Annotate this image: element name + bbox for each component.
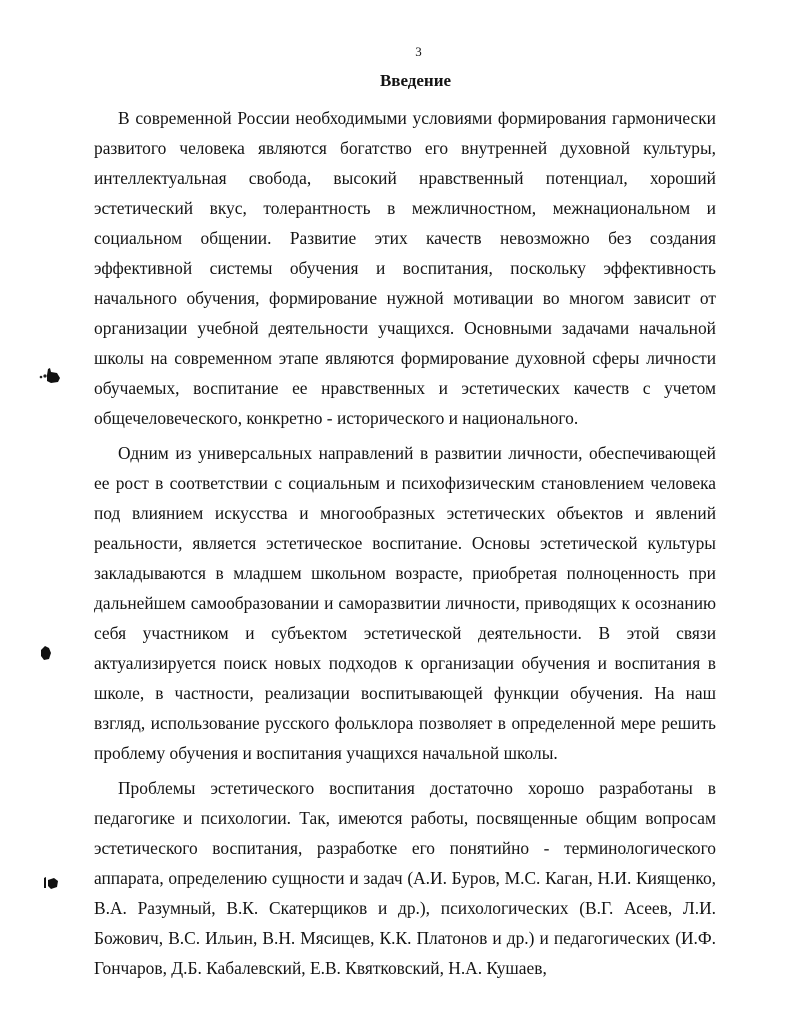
page-title: Введение [379,71,452,90]
paragraph-3: Проблемы эстетического воспитания достаточно хорошо разработаны в педагогике и психологии. Так, имеются работы, посвященные общим вопросам эстетического воспитания, разработке его понятийно - терминологического аппарата, определению сущности и задач (А.И. Буров, М.С. Каган, Н.И. Киященко, В.А. Разумный, В.К. Скатерщиков и др.), психологических (В.Г. Асеев, Л.И. Божович, В.С. Ильин, В.Н. Мясищев, К.К. Платонов и др.) и педагогических (И.Ф. Гончаров, Д.Б. Кабалевский, Е.В. Квятковский, Н.А. Кушаев, [94,778,716,978]
paragraph-1: В современной России необходимыми условиями формирования гармонически развитого человека являются богатство его внутренней духовной культуры, интеллектуальная свобода, высокий нравственный потенциал, хороший эстетический вкус, толерантность в межличностном, межнациональном и социальном общении. Развитие этих качеств невозможно без создания эффективной системы обучения и воспитания, поскольку эффективность начального обучения, формирование нужной мотивации во многом зависит от организации учебной деятельности учащихся. Основными задачами начальной школы на современном этапе являются формирование духовной сферы личности обучаемых, воспитание ее нравственных и эстетических качеств с учетом общечеловеческого, конкретно - исторического и национального. [94,108,716,428]
scan-mark-middle [36,642,64,664]
body-text [94,103,716,983]
scan-mark-bottom [36,872,64,894]
page-number: 3 [415,44,422,59]
paragraph-2: Одним из универсальных направлений в развитии личности, обеспечивающей ее рост в соответствии с социальным и психофизическим становлением человека под влиянием искусства и многообразных эстетических объектов и явлений реальности, является эстетическое воспитание. Основы эстетической культуры закладываются в младшем школьном возрасте, приобретая полноценность при дальнейшем самообразовании и саморазвитии личности, приводящих к осознанию себя участником и субъектом эстетической деятельности. В этой связи актуализируется поиск новых подходов к организации обучения и воспитания в школе, в частности, реализации воспитывающей функции обучения. На наш взгляд, использование русского фольклора позволяет в определенной мере решить проблему обучения и воспитания учащихся начальной школы. [94,443,716,763]
scan-mark-top [36,365,64,387]
